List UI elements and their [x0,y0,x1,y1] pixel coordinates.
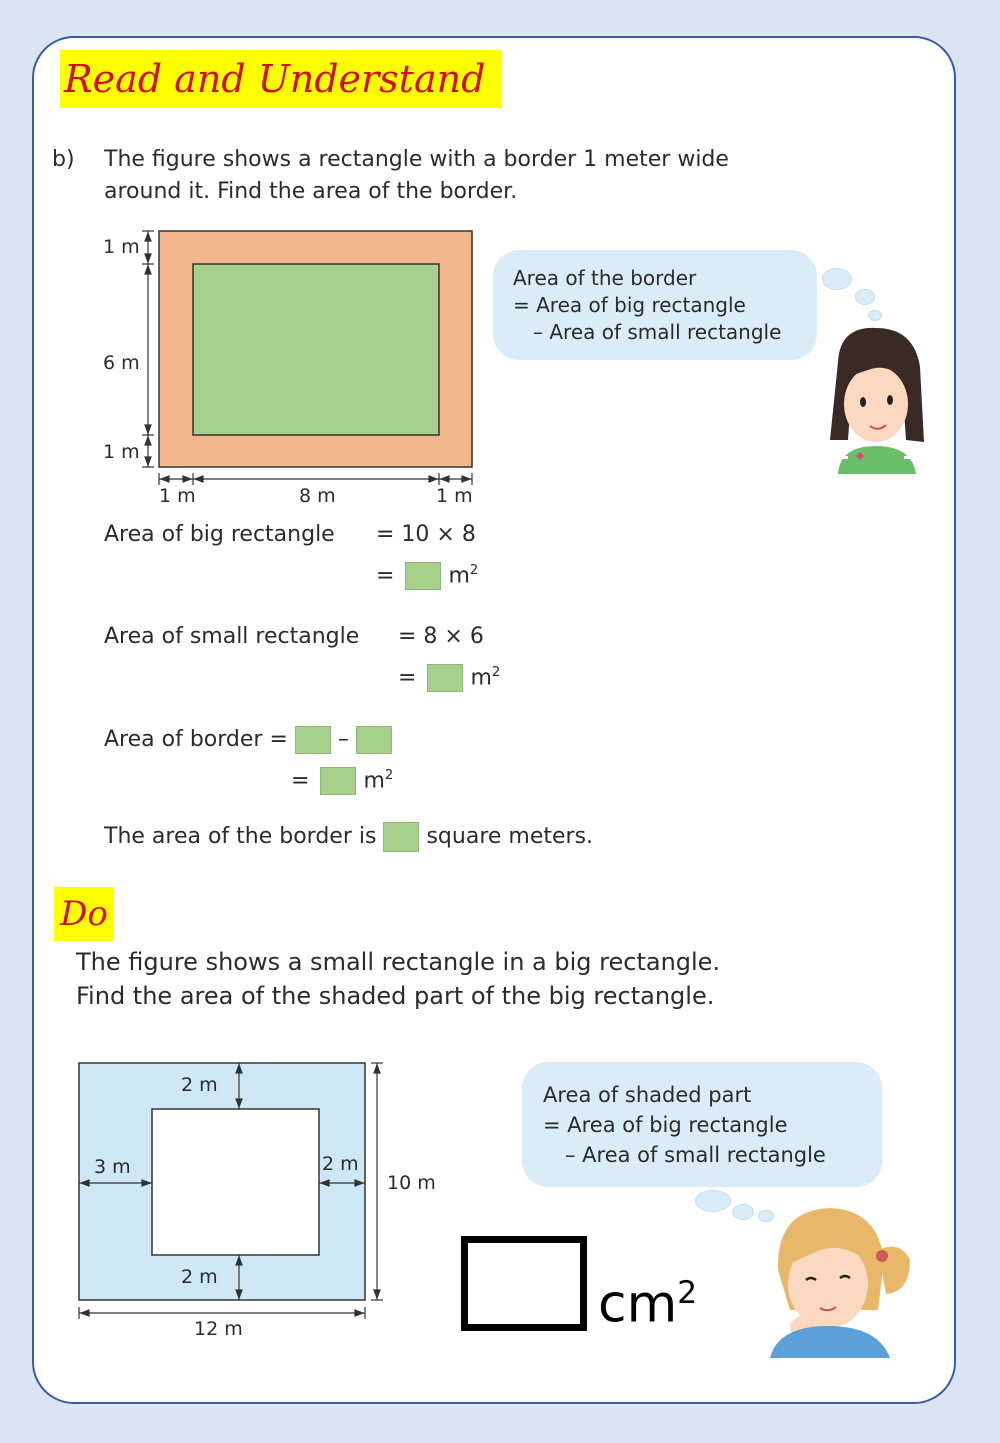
bubble1-line-1: Area of the border [513,266,697,290]
equals-sign: = [376,563,395,589]
equals-sign: = [398,665,417,691]
bubble2-dot-1 [695,1190,731,1212]
do-problem-line-2: Find the area of the shaded part of the big rectangle. [76,982,715,1010]
read-understand-title: Read and Understand [60,50,502,108]
small-rect-answer-box[interactable] [427,664,463,692]
fig1-label-left: 6 m [103,352,140,374]
fig1-label-b-mid: 8 m [299,485,336,507]
border-area-label: Area of border = [104,727,288,752]
fig2-label-height: 10 m [387,1172,436,1194]
fig1-label-bottom: 1 m [103,441,140,463]
unit-power: 2 [491,665,501,680]
unit-power: 2 [469,563,479,578]
bubble1-dot-1 [822,268,852,290]
fig2-label-width: 12 m [194,1318,243,1340]
small-rect-label: Area of small rectangle [104,624,360,649]
fig1-label-top: 1 m [103,236,140,258]
unit-m: m [448,563,470,589]
border-box-small[interactable] [356,726,392,754]
conclusion-pre: The area of the border is [104,824,377,849]
conclusion-answer-box[interactable] [383,822,419,852]
big-rect-expr: = 10 × 8 [376,522,476,547]
problem-line-2: around it. Find the area of the border. [104,179,518,204]
fig2-label-bottom: 2 m [181,1266,218,1288]
border-area-result [291,760,393,797]
bubble1-line-2: = Area of big rectangle [513,293,746,317]
do-problem-line-1: The figure shows a small rectangle in a big rectangle. [76,948,721,976]
fig2-label-left: 3 m [94,1156,131,1178]
border-area-answer-box[interactable] [320,767,356,795]
unit-cm: cm [598,1274,678,1335]
conclusion-line [104,821,593,853]
bubble2-line-1: Area of shaded part [543,1083,752,1107]
girl-illustration-1 [818,322,933,474]
horizontal-dimension-lines [159,473,472,485]
unit-m: m [470,665,492,691]
vertical-dimension-lines [142,231,154,467]
bubble1-line-3: – Area of small rectangle [533,320,782,344]
unit-m: m [363,768,385,794]
small-rect-expr: = 8 × 6 [398,624,484,649]
big-rect-result [376,555,478,592]
girl-illustration-2 [760,1200,920,1358]
big-rect-answer-box[interactable] [405,562,441,590]
unit-cm-power: 2 [677,1275,698,1311]
bubble2-line-3: – Area of small rectangle [565,1143,826,1167]
border-area-line [104,724,392,756]
small-rect-result [398,657,500,694]
fig1-label-b-right: 1 m [436,485,473,507]
bubble1-dot-3 [868,310,882,321]
shaded-rectangle-figure [70,1055,400,1345]
border-box-big[interactable] [295,726,331,754]
bubble2-line-2: = Area of big rectangle [543,1113,788,1137]
minus-sign: – [337,727,349,752]
bubble2-dot-2 [732,1204,754,1220]
inner-rectangle [193,264,439,435]
big-rect-label: Area of big rectangle [104,522,335,547]
bubble1-dot-2 [855,289,875,305]
do-answer-unit [598,1258,697,1339]
fig2-label-top: 2 m [181,1074,218,1096]
fig1-label-b-left: 1 m [159,485,196,507]
problem-label: b) [52,147,75,172]
do-answer-box[interactable] [461,1236,587,1331]
unit-power: 2 [384,768,394,783]
conclusion-post: square meters. [426,824,594,849]
do-title: Do [54,887,114,941]
small-white-rectangle [152,1109,319,1255]
equals-sign: = [291,768,310,794]
problem-line-1: The figure shows a rectangle with a border 1 meter wide [104,147,729,172]
border-rectangle-figure [90,225,490,515]
fig2-label-right: 2 m [322,1153,359,1175]
